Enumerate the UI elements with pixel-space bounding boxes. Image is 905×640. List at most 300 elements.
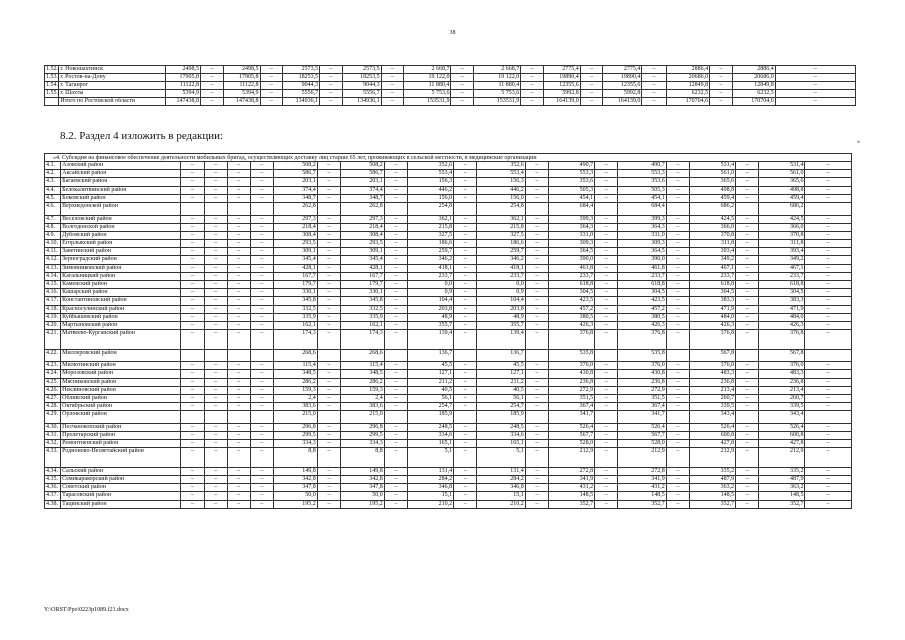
value-cell: – [181, 264, 204, 272]
value-cell: – [381, 74, 404, 82]
value-cell: – [181, 281, 204, 289]
value-cell [736, 411, 759, 424]
value-cell: 297,3 [340, 215, 384, 223]
value-cell: 454,1 [618, 194, 667, 202]
value-cell: 218,4 [273, 223, 317, 231]
value-cell: – [736, 362, 759, 370]
value-cell: 347,8 [340, 484, 384, 492]
value-cell: 213,4 [689, 386, 735, 394]
value-cell: 148,5 [759, 492, 805, 500]
value-cell: – [525, 248, 548, 256]
value-cell: 341,9 [618, 476, 667, 484]
value-cell: – [736, 403, 759, 411]
value-cell: 203,1 [340, 178, 384, 186]
value-cell: 345,8 [273, 297, 317, 305]
value-cell: – [805, 362, 852, 370]
value-cell: 212,9 [759, 448, 805, 467]
value-cell: – [454, 170, 477, 178]
value-cell: – [204, 484, 227, 492]
value-cell: 446,2 [477, 186, 526, 194]
value-cell: 5,1 [407, 448, 453, 467]
value-cell: 526,4 [548, 423, 594, 431]
table-row [45, 186, 852, 194]
value-cell: – [595, 362, 618, 370]
value-cell: 376,8 [548, 330, 594, 349]
value-cell: – [227, 194, 250, 202]
value-cell: – [736, 289, 759, 297]
value-cell: – [227, 281, 250, 289]
value-cell: – [454, 362, 477, 370]
value-cell: 362,1 [477, 215, 526, 223]
table-row [45, 98, 856, 106]
value-cell: – [454, 223, 477, 231]
value-cell: – [227, 305, 250, 313]
value-cell: 461,8 [618, 264, 667, 272]
value-cell: – [595, 476, 618, 484]
value-cell: – [204, 394, 227, 402]
value-cell: 430,8 [618, 370, 667, 378]
value-cell: 348,5 [273, 370, 317, 378]
value-cell: 363,2 [759, 484, 805, 492]
value-cell: – [181, 240, 204, 248]
value-cell: 11 880,4 [474, 82, 521, 90]
value-cell: – [454, 476, 477, 484]
value-cell: 156,3 [407, 178, 453, 186]
value-cell: – [666, 305, 689, 313]
value-cell: – [595, 170, 618, 178]
value-cell: – [227, 492, 250, 500]
value-cell: – [250, 170, 273, 178]
value-cell: 268,6 [273, 349, 317, 362]
value-cell: – [525, 281, 548, 289]
value-cell: – [201, 82, 224, 90]
value-cell: – [320, 90, 343, 98]
value-cell: – [204, 448, 227, 467]
value-cell: – [204, 370, 227, 378]
table-row [45, 448, 852, 467]
table-row [45, 162, 852, 170]
value-cell: – [384, 330, 407, 349]
value-cell: – [736, 248, 759, 256]
value-cell: 364,3 [618, 223, 667, 231]
value-cell: 2573,5 [342, 66, 381, 74]
value-cell [454, 349, 477, 362]
value-cell: 5 753,6 [404, 90, 451, 98]
value-cell: – [204, 215, 227, 223]
value-cell: – [525, 215, 548, 223]
value-cell: 215,8 [407, 223, 453, 231]
value-cell: 248,5 [407, 423, 453, 431]
value-cell [317, 349, 340, 362]
value-cell: 426,3 [759, 321, 805, 329]
value-cell: – [521, 66, 544, 74]
value-cell: – [250, 162, 273, 170]
value-cell: 0,9 [407, 289, 453, 297]
value-cell: – [805, 281, 852, 289]
territory-name-cell: Азовский район [61, 162, 181, 170]
value-cell [227, 349, 250, 362]
value-cell: – [181, 440, 204, 448]
value-cell: – [805, 394, 852, 402]
value-cell: 147438,8 [166, 98, 201, 106]
value-cell [204, 202, 227, 215]
value-cell: 5992,8 [543, 90, 580, 98]
row-number-cell: 4.14. [45, 272, 61, 280]
value-cell: 2775,4 [543, 66, 580, 74]
value-cell: – [580, 66, 603, 74]
value-cell: – [525, 305, 548, 313]
value-cell: – [736, 162, 759, 170]
value-cell: 553,4 [407, 170, 453, 178]
value-cell: – [666, 467, 689, 475]
value-cell: – [320, 74, 343, 82]
value-cell: – [317, 362, 340, 370]
value-cell: – [204, 305, 227, 313]
value-cell: – [317, 370, 340, 378]
value-cell: – [454, 448, 477, 467]
value-cell: 248,5 [477, 423, 526, 431]
value-cell: 11 880,4 [404, 82, 451, 90]
value-cell: 156,0 [477, 194, 526, 202]
value-cell: 284,2 [407, 476, 453, 484]
value-cell: – [805, 264, 852, 272]
value-cell: – [250, 370, 273, 378]
value-cell: 376,8 [689, 330, 735, 349]
value-cell: 104,4 [477, 297, 526, 305]
value-cell: 526,4 [618, 423, 667, 431]
value-cell: – [227, 484, 250, 492]
value-cell: 459,4 [689, 194, 735, 202]
value-cell: – [525, 231, 548, 239]
value-cell: 370,8 [689, 231, 735, 239]
value-cell: – [227, 321, 250, 329]
value-cell: 272,9 [548, 386, 594, 394]
value-cell: 446,2 [407, 186, 453, 194]
value-cell: – [642, 98, 667, 106]
value-cell: – [227, 272, 250, 280]
value-cell: 115,4 [340, 362, 384, 370]
value-cell: – [317, 403, 340, 411]
value-cell: – [525, 440, 548, 448]
value-cell: – [381, 82, 404, 90]
value-cell: – [250, 223, 273, 231]
value-cell: 331,0 [618, 231, 667, 239]
value-cell: – [227, 162, 250, 170]
value-cell: 212,9 [689, 448, 735, 467]
value-cell: 461,8 [548, 264, 594, 272]
value-cell: 618,8 [759, 281, 805, 289]
value-cell: 345,4 [273, 256, 317, 264]
value-cell: – [260, 66, 283, 74]
value-cell: – [580, 74, 603, 82]
table-row [45, 394, 852, 402]
value-cell: – [250, 484, 273, 492]
value-cell: 348,7 [340, 194, 384, 202]
value-cell: 308,4 [273, 231, 317, 239]
value-cell: – [736, 194, 759, 202]
value-cell: – [805, 256, 852, 264]
value-cell: 170704,6 [732, 98, 775, 106]
value-cell: – [384, 423, 407, 431]
territory-name-cell: Каменский район [61, 281, 181, 289]
value-cell: – [317, 492, 340, 500]
value-cell: – [736, 484, 759, 492]
value-cell: 2886,4 [732, 66, 775, 74]
value-cell: – [384, 321, 407, 329]
value-cell: 6232,5 [666, 90, 709, 98]
value-cell: – [181, 423, 204, 431]
value-cell: – [317, 321, 340, 329]
value-cell: – [201, 90, 224, 98]
table-row [45, 305, 852, 313]
value-cell: – [250, 476, 273, 484]
territory-name-cell: Кашарский район [61, 289, 181, 297]
value-cell: 370,8 [759, 231, 805, 239]
value-cell: 355,7 [407, 321, 453, 329]
value-cell: – [204, 272, 227, 280]
value-cell: 156,0 [407, 194, 453, 202]
value-cell: 600,8 [759, 432, 805, 440]
value-cell: – [736, 448, 759, 467]
value-cell: – [250, 448, 273, 467]
value-cell: 50,0 [340, 492, 384, 500]
value-cell [384, 411, 407, 424]
row-number-cell: 4.24. [45, 370, 61, 378]
value-cell: 12355,6 [603, 82, 642, 90]
row-number-cell: 4.5. [45, 194, 61, 202]
value-cell: – [666, 248, 689, 256]
value-cell: – [736, 370, 759, 378]
value-cell: – [666, 492, 689, 500]
value-cell: – [227, 467, 250, 475]
value-cell: – [736, 264, 759, 272]
value-cell: 367,4 [618, 403, 667, 411]
value-cell: – [451, 98, 474, 106]
value-cell: 309,1 [340, 248, 384, 256]
territory-name-cell: Боковский район [61, 194, 181, 202]
value-cell: 347,8 [273, 484, 317, 492]
value-cell: 345,8 [340, 297, 384, 305]
value-cell: – [204, 440, 227, 448]
row-number-cell: 4.12. [45, 256, 61, 264]
value-cell: 210,2 [477, 500, 526, 508]
value-cell: – [805, 170, 852, 178]
value-cell: 424,5 [689, 215, 735, 223]
value-cell: 553,3 [548, 170, 594, 178]
value-cell: – [736, 223, 759, 231]
value-cell: 339,5 [689, 403, 735, 411]
value-cell: 526,4 [759, 423, 805, 431]
value-cell: – [595, 178, 618, 186]
value-cell: – [666, 440, 689, 448]
value-cell: – [521, 90, 544, 98]
value-cell: – [666, 386, 689, 394]
value-cell: 686,2 [759, 202, 805, 215]
row-number-cell: 4.21. [45, 330, 61, 349]
value-cell: – [181, 289, 204, 297]
territory-name-cell: Кагальницкий район [61, 272, 181, 280]
value-cell: 134936,1 [283, 98, 320, 106]
value-cell: – [805, 484, 852, 492]
value-cell: 342,8 [273, 476, 317, 484]
value-cell: 236,8 [548, 378, 594, 386]
value-cell: – [250, 440, 273, 448]
value-cell: 45,5 [477, 362, 526, 370]
value-cell: 159,3 [273, 386, 317, 394]
value-cell: – [805, 194, 852, 202]
value-cell: – [384, 162, 407, 170]
value-cell: – [595, 215, 618, 223]
table-row [45, 297, 852, 305]
value-cell: – [317, 448, 340, 467]
value-cell: – [384, 297, 407, 305]
value-cell: 309,3 [548, 240, 594, 248]
value-cell: 9044,3 [342, 82, 381, 90]
value-cell: 483,3 [689, 370, 735, 378]
section-heading: 8.2. Раздел 4 изложить в редакции: [60, 130, 224, 142]
value-cell: – [595, 289, 618, 297]
table-caption: «4. Субсидия на финансовое обеспечение деятельности мобильных бригад, осуществляющих доставку лиц старше 65 лет, проживающих в сельской местности, в медицинские организации [44, 153, 852, 161]
territory-name-cell: Ремонтненский район [61, 440, 181, 448]
value-cell: – [805, 432, 852, 440]
value-cell: – [666, 256, 689, 264]
value-cell: – [250, 321, 273, 329]
row-number-cell: 1.55. [46, 90, 58, 96]
value-cell: – [805, 215, 852, 223]
value-cell: – [227, 170, 250, 178]
value-cell: 2573,5 [283, 66, 320, 74]
value-cell: – [775, 82, 855, 90]
value-cell: 343,4 [759, 411, 805, 424]
value-cell: – [181, 467, 204, 475]
file-path: Y:\ORST\Ppo\0223p1089.f21.docx [44, 607, 129, 613]
value-cell: – [805, 178, 852, 186]
value-cell: 17905,8 [166, 74, 201, 82]
value-cell: – [454, 297, 477, 305]
value-cell: – [736, 500, 759, 508]
value-cell: – [384, 448, 407, 467]
value-cell: 218,4 [340, 223, 384, 231]
value-cell: – [736, 321, 759, 329]
value-cell: – [250, 281, 273, 289]
value-cell: 164139,0 [543, 98, 580, 106]
value-cell: – [595, 432, 618, 440]
value-cell: – [181, 313, 204, 321]
value-cell: 179,7 [340, 281, 384, 289]
table-row [45, 194, 852, 202]
page-number: 38 [449, 30, 456, 36]
value-cell: 179,7 [273, 281, 317, 289]
value-cell: 262,8 [340, 202, 384, 215]
value-cell: – [666, 297, 689, 305]
value-cell: 508,2 [273, 162, 317, 170]
value-cell: – [521, 74, 544, 82]
row-number-cell: 4.25. [45, 378, 61, 386]
value-cell: – [384, 394, 407, 402]
value-cell: – [204, 240, 227, 248]
value-cell: 212,9 [618, 448, 667, 467]
territory-name-cell: Веселовский район [61, 215, 181, 223]
table-row [45, 231, 852, 239]
value-cell: – [805, 448, 852, 467]
value-cell: – [250, 423, 273, 431]
value-cell: – [666, 194, 689, 202]
value-cell: – [775, 66, 855, 74]
territory-name-cell: Зерноградский район [61, 256, 181, 264]
value-cell: – [204, 178, 227, 186]
value-cell: 17905,8 [223, 74, 260, 82]
value-cell: 567,8 [759, 349, 805, 362]
value-cell: 346,2 [407, 256, 453, 264]
value-cell: 352,7 [759, 500, 805, 508]
value-cell: 284,2 [477, 476, 526, 484]
value-cell: 12355,6 [543, 82, 580, 90]
table-row [45, 321, 852, 329]
territory-name-cell: Пролетарский район [61, 432, 181, 440]
value-cell: 528,0 [618, 440, 667, 448]
value-cell: 18253,5 [342, 74, 381, 82]
value-cell: 454,1 [548, 194, 594, 202]
value-cell [181, 202, 204, 215]
value-cell: 484,0 [689, 313, 735, 321]
row-number-cell: 4.34. [45, 467, 61, 475]
value-cell: – [595, 313, 618, 321]
value-cell: – [525, 448, 548, 467]
value-cell: – [710, 66, 733, 74]
value-cell: 153531,9 [404, 98, 451, 106]
value-cell: – [250, 330, 273, 349]
value-cell: 383,3 [759, 297, 805, 305]
value-cell: – [454, 467, 477, 475]
value-cell: – [227, 215, 250, 223]
value-cell: 0,9 [477, 289, 526, 297]
value-cell: – [580, 90, 603, 98]
value-cell: 260,7 [759, 394, 805, 402]
territory-name-cell: Мясниковский район [61, 378, 181, 386]
value-cell: – [805, 248, 852, 256]
value-cell: – [454, 321, 477, 329]
value-cell: – [227, 297, 250, 305]
value-cell: – [181, 186, 204, 194]
value-cell: 131,4 [407, 467, 453, 475]
value-cell: 428,1 [340, 264, 384, 272]
table-row [45, 484, 852, 492]
value-cell: – [384, 289, 407, 297]
value-cell: 376,0 [618, 362, 667, 370]
value-cell: 341,7 [548, 411, 594, 424]
value-cell: – [320, 66, 343, 74]
value-cell: – [250, 403, 273, 411]
value-cell: 259,7 [477, 248, 526, 256]
value-cell: 210,2 [407, 500, 453, 508]
value-cell: – [227, 448, 250, 467]
value-cell: 498,8 [689, 186, 735, 194]
value-cell: 561,0 [689, 170, 735, 178]
value-cell: 353,6 [548, 178, 594, 186]
row-number-cell: 4.2. [45, 170, 61, 178]
value-cell: – [250, 194, 273, 202]
value-cell: – [260, 98, 283, 106]
row-number-cell: 4.27. [45, 394, 61, 402]
value-cell: – [525, 272, 548, 280]
value-cell: 309,3 [618, 240, 667, 248]
value-cell: – [595, 240, 618, 248]
value-cell: – [595, 378, 618, 386]
value-cell: – [736, 330, 759, 349]
value-cell [595, 202, 618, 215]
value-cell: – [666, 432, 689, 440]
value-cell: – [384, 467, 407, 475]
